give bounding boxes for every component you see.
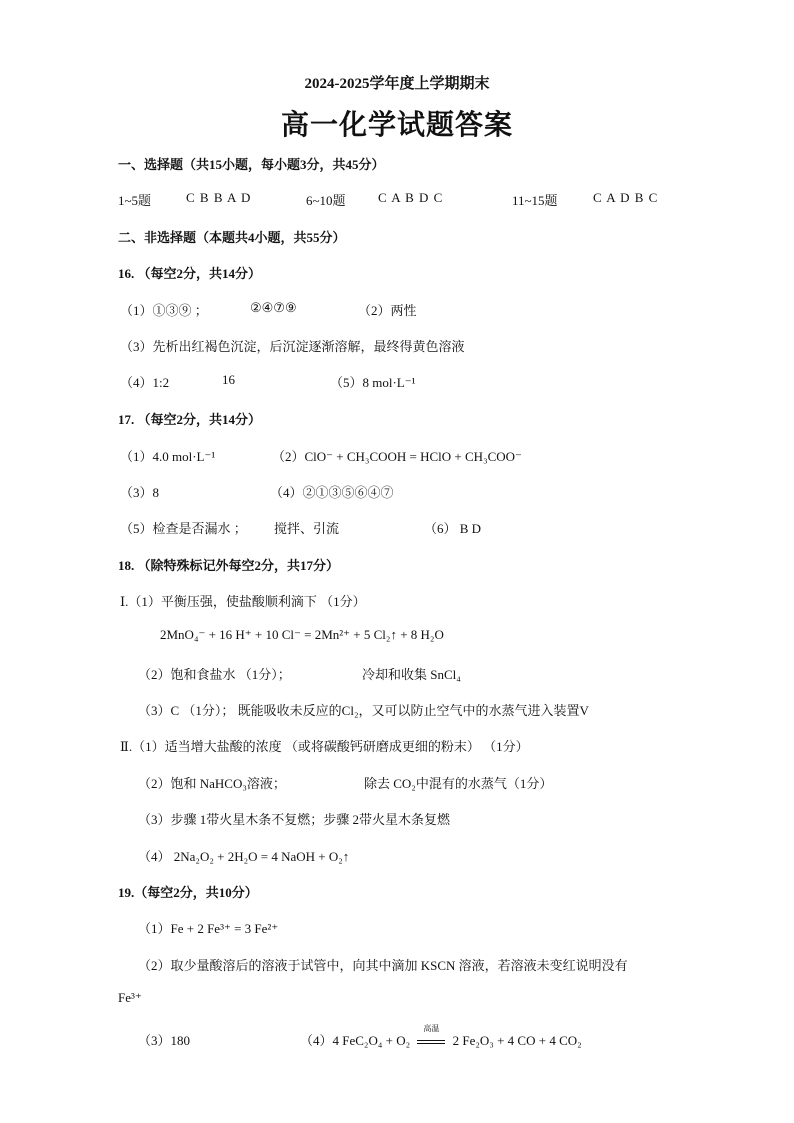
exam-year-title: 2024-2025学年度上学期期末 xyxy=(304,76,490,92)
q17-line1: （1）4.0 mol·L⁻¹ xyxy=(120,449,216,464)
reaction-condition-arrow xyxy=(417,1024,445,1049)
answer-range-2: 6~10题 xyxy=(306,193,346,208)
q18-part2-line4: （4） 2Na₂O₂ + 2H₂O = 4 NaOH + O₂↑ xyxy=(138,849,350,864)
q16-line4b: 16 xyxy=(222,372,235,387)
q19-line1: （1）Fe + 2 Fe³⁺ = 3 Fe²⁺ xyxy=(138,921,279,936)
q18-part1-line3: （3）C （1分）； 既能吸收未反应的Cl₂，又可以防止空气中的水蒸气进入装置V xyxy=(138,703,589,718)
q16-note: （每空2分，共14分） xyxy=(137,266,262,281)
q18-part2-line2a: （2）饱和 NaHCO₃溶液； xyxy=(138,776,286,791)
answer-values-1: C B B A D xyxy=(186,190,252,205)
q18-number: 18. xyxy=(118,558,135,573)
q18-part1-line2b: 冷却和收集 SnCl₄ xyxy=(362,667,461,682)
q17-note: （每空2分，共14分） xyxy=(137,412,262,427)
page-title: 高一化学试题答案 xyxy=(280,110,513,141)
q16-line1a: （1）①③⑨ ； xyxy=(120,303,208,318)
q16-line3: （3）先析出红褐色沉淀，后沉淀逐渐溶解，最终得黄色溶液 xyxy=(120,339,465,354)
q19-line4-reactants: （4）4 FeC₂O₄ + O₂ xyxy=(300,1033,411,1048)
q19-line2: （2）取少量酸溶后的溶液于试管中，向其中滴加 KSCN 溶液，若溶液未变红说明没有 xyxy=(138,958,628,973)
reaction-condition-label: 高温 xyxy=(423,1024,440,1033)
q18-part1-line2a: （2）饱和食盐水 （1分）； xyxy=(138,667,291,682)
q17-line2: （2）ClO⁻ + CH₃COOH = HClO + CH₃COO⁻ xyxy=(272,449,522,464)
q16-number: 16. xyxy=(118,266,135,281)
q17-line3: （3）8 xyxy=(120,485,160,500)
double-bar-equals xyxy=(417,1040,445,1044)
q17-line5b: 搅拌、引流 xyxy=(274,521,340,536)
q19-line4-products: 2 Fe₂O₃ + 4 CO + 4 CO₂ xyxy=(452,1033,582,1048)
q16-line1c: （2）两性 xyxy=(358,303,417,318)
answer-values-2: C A B D C xyxy=(378,190,444,205)
q17-heading xyxy=(118,409,261,428)
q17-line6: （6） B D xyxy=(424,521,482,536)
q18-part1-equation: 2MnO₄⁻ + 16 H⁺ + 10 Cl⁻ = 2Mn²⁺ + 5 Cl₂↑ + 8 H₂O xyxy=(160,627,444,642)
q18-part2-line1: Ⅱ.（1）适当增大盐酸的浓度 （或将碳酸钙研磨成更细的粉末） （1分） xyxy=(120,739,529,754)
q18-heading xyxy=(118,555,339,574)
q16-line1b: ②④⑦⑨ xyxy=(250,300,297,315)
part1-heading: 一、选择题（共15小题，每小题3分，共45分） xyxy=(118,157,385,172)
q17-line5a: （5）检查是否漏水 ； xyxy=(120,521,247,536)
q18-part2-line2b: 除去 CO₂中混有的水蒸气（1分） xyxy=(364,776,553,791)
q18-note: （除特殊标记外每空2分，共17分） xyxy=(137,558,340,573)
q16-line5: （5）8 mol·L⁻¹ xyxy=(330,375,416,390)
answer-range-1: 1~5题 xyxy=(118,193,152,208)
q16-line4a: （4）1:2 xyxy=(120,375,170,390)
q16-heading xyxy=(118,263,261,282)
q17-line4: （4）②①③⑤⑥④⑦ xyxy=(270,485,394,500)
q19-line3: （3）180 xyxy=(138,1033,191,1048)
q18-part2-line3: （3）步骤 1带火星木条不复燃；步骤 2带火星木条复燃 xyxy=(138,812,451,827)
answer-range-3: 11~15题 xyxy=(512,193,558,208)
q18-part1-line1: Ⅰ.（1）平衡压强，使盐酸顺利滴下 （1分） xyxy=(120,594,366,609)
q17-number: 17. xyxy=(118,412,135,427)
q19-line2-continued: Fe³⁺ xyxy=(118,990,142,1005)
q19-heading: 19.（每空2分，共10分） xyxy=(118,885,258,900)
answer-values-3: C A D B C xyxy=(593,190,659,205)
part2-heading: 二、非选择题（本题共4小题，共55分） xyxy=(118,230,346,245)
q19-line4-equation xyxy=(300,1024,582,1049)
